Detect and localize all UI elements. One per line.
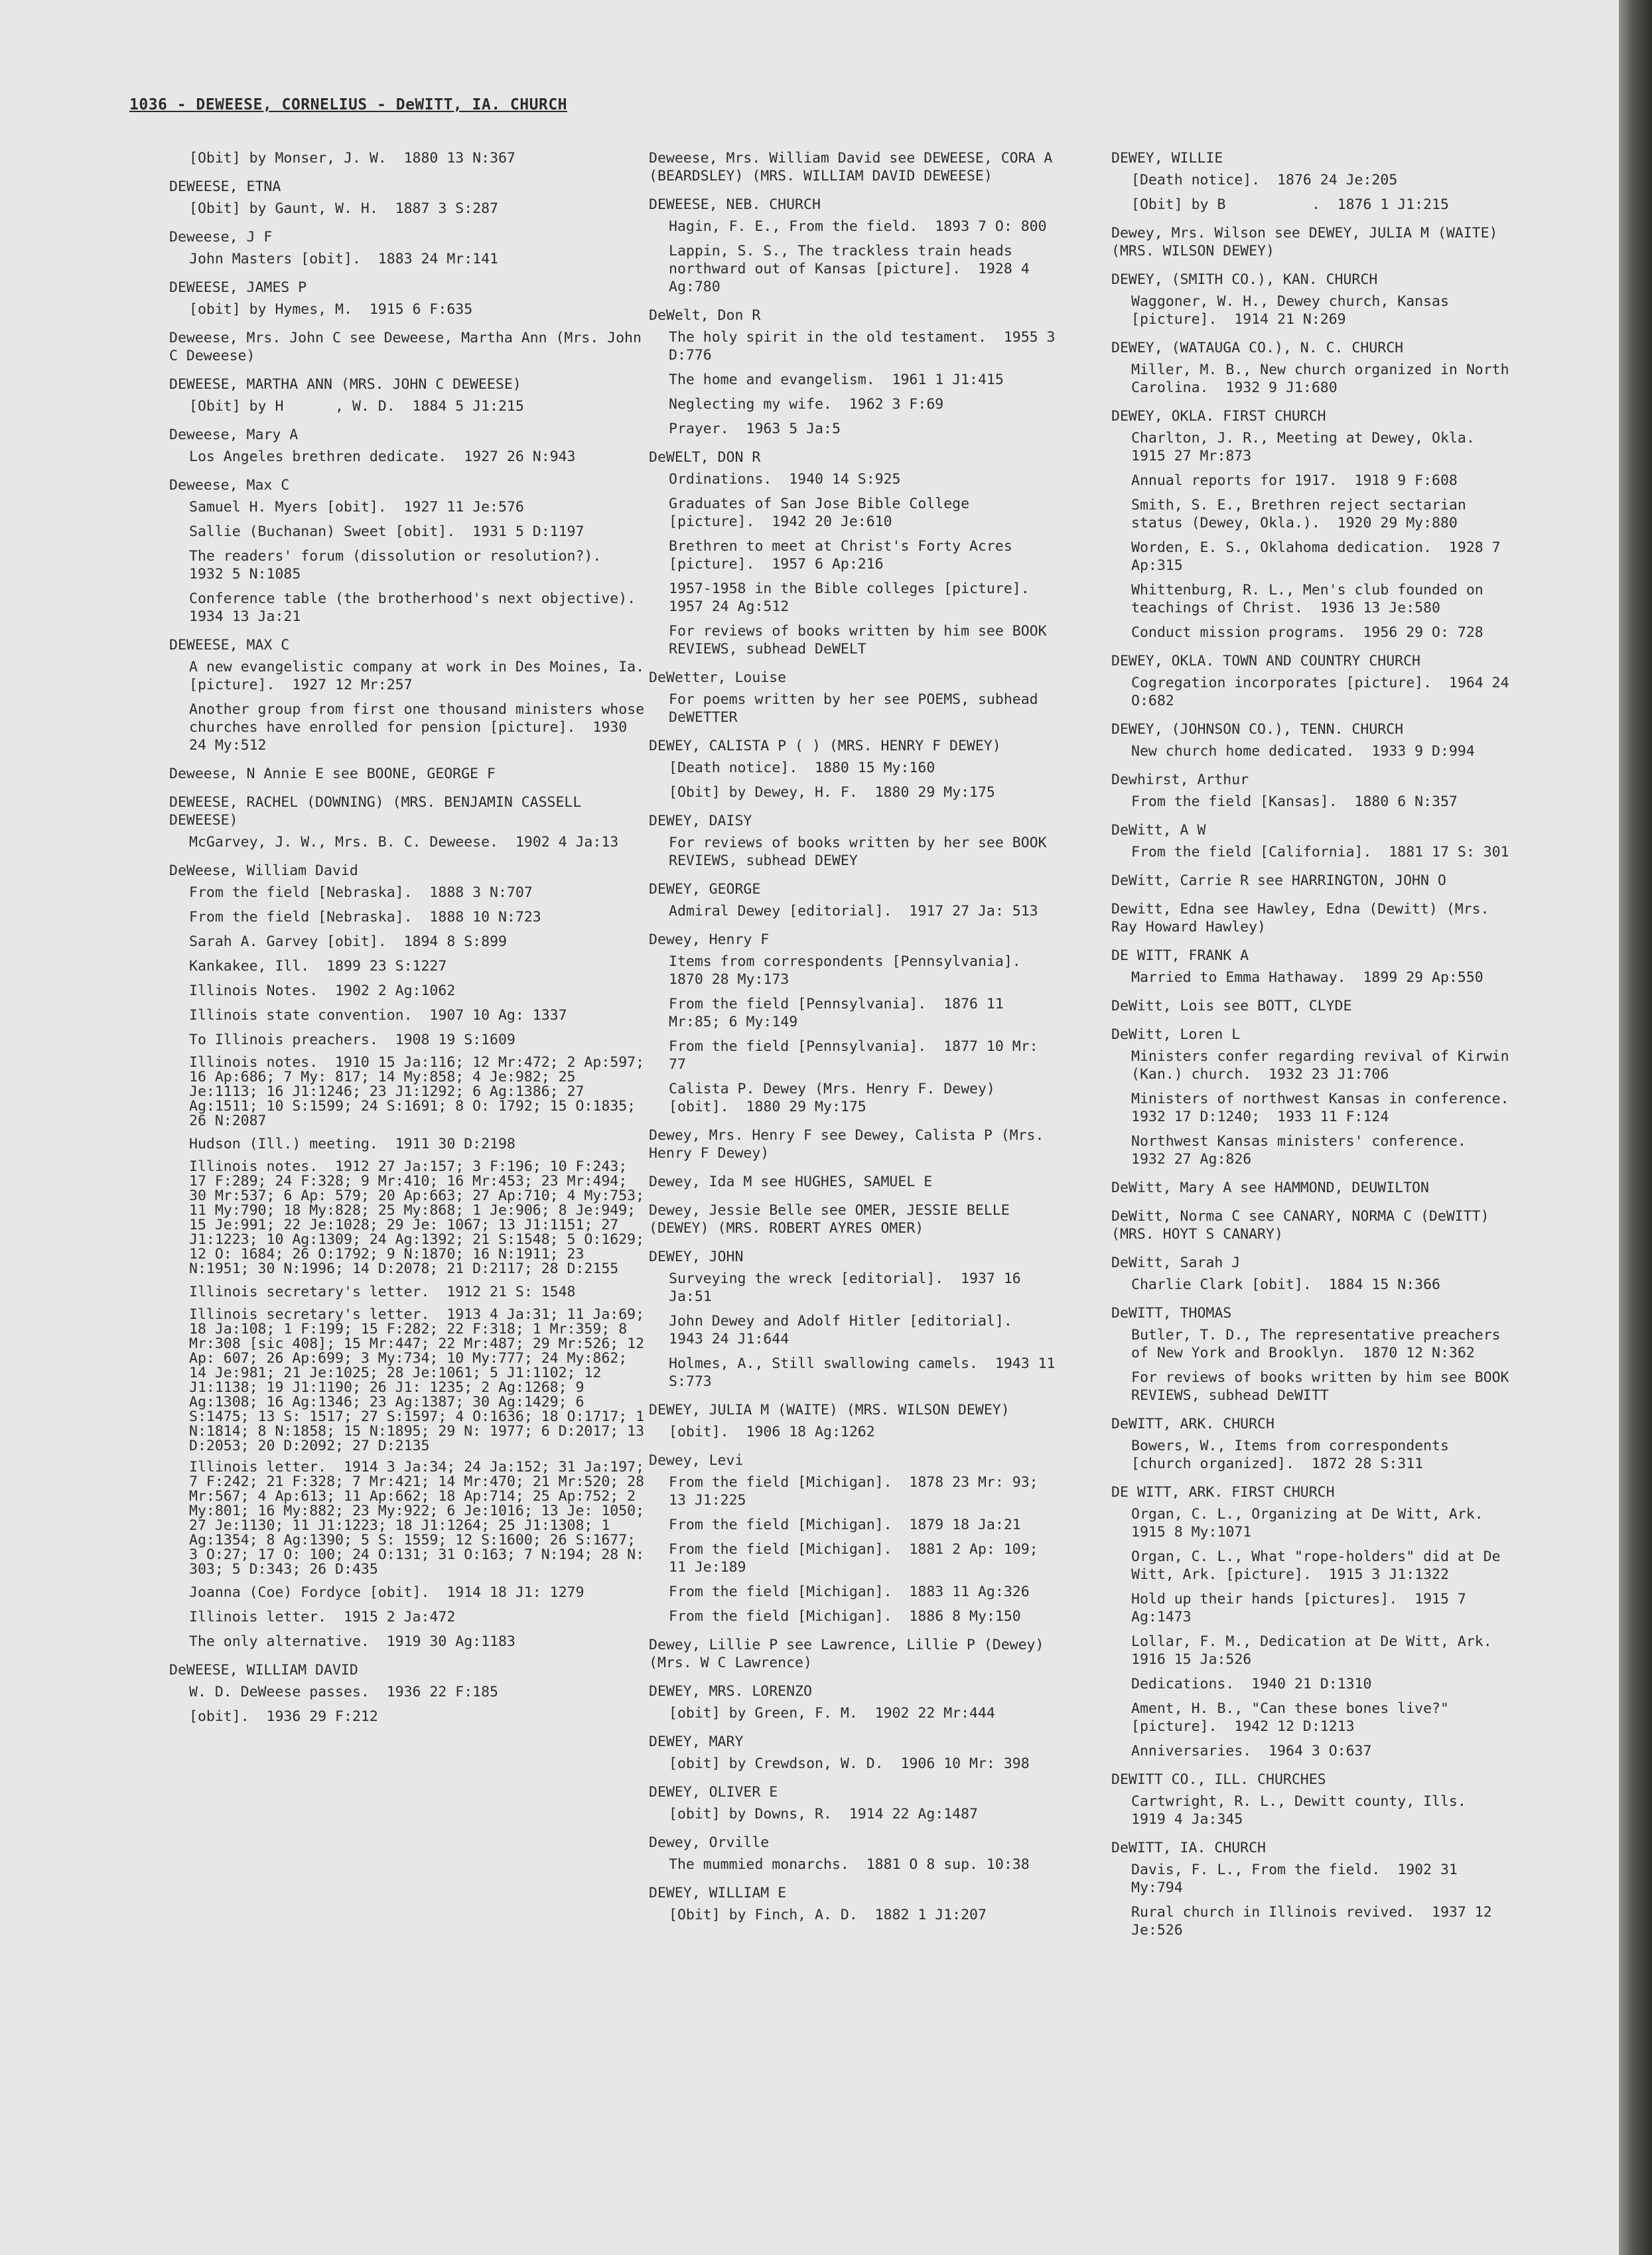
entry-reference: Illinois state convention. 1907 10 Ag: 1337 <box>189 1007 567 1024</box>
entry-reference: From the field [Michigan]. 1886 8 My:150 <box>669 1608 1021 1625</box>
index-entry <box>169 228 647 268</box>
index-entry <box>169 476 653 626</box>
index-entry <box>1111 821 1516 861</box>
page-edge <box>1619 0 1652 2255</box>
entry-reference: McGarvey, J. W., Mrs. B. C. Deweese. 1902 4 Ja:13 <box>189 834 619 851</box>
entry-heading: Deweese, Mrs. John C see Deweese, Martha Ann (Mrs. John C Deweese) <box>169 330 642 364</box>
entry-heading: DeWELT, DON R <box>649 449 761 466</box>
column-3 <box>1111 149 1527 1950</box>
index-entry <box>649 1201 1060 1237</box>
entry-heading: Dewey, Mrs. Wilson see DEWEY, JULIA M (WAITE) (MRS. WILSON DEWEY) <box>1111 225 1498 259</box>
entry-heading: DEWEY, (WATAUGA CO.), N. C. CHURCH <box>1111 340 1404 356</box>
entry-heading: DEWEY, OKLA. FIRST CHURCH <box>1111 408 1326 425</box>
entry-heading: Dewey, Orville <box>649 1834 770 1851</box>
entry-reference: From the field [California]. 1881 17 S: 301 <box>1131 844 1509 860</box>
index-entry <box>169 149 647 167</box>
entry-reference: Samuel H. Myers [obit]. 1927 11 Je:576 <box>189 499 524 515</box>
index-entry <box>1111 997 1516 1015</box>
entry-reference: For reviews of books written by him see BOOK REVIEWS, subhead DeWELT <box>669 623 1056 657</box>
entry-reference: A new evangelistic company at work in Des Moines, Ia. [picture]. 1927 12 Mr:257 <box>189 659 653 693</box>
entry-reference: Ministers of northwest Kansas in conference. 1932 17 D:1240; 1933 11 F:124 <box>1131 1091 1527 1125</box>
index-entry <box>1111 652 1516 710</box>
entry-heading: Deweese, Max C <box>169 477 290 494</box>
entry-reference: Cartwright, R. L., Dewitt county, Ills. 1919 4 Ja:345 <box>1131 1793 1483 1828</box>
entry-reference: Conduct mission programs. 1956 29 O: 728 <box>1131 624 1483 641</box>
entry-heading: DeWitt, Loren L <box>1111 1026 1241 1043</box>
entry-reference: Bowers, W., Items from correspondents [church organized]. 1872 28 S:311 <box>1131 1438 1458 1472</box>
entry-reference: Davis, F. L., From the field. 1902 31 My:794 <box>1131 1862 1466 1896</box>
index-entry <box>1111 271 1516 328</box>
entry-heading: DeWitt, Carrie R see HARRINGTON, JOHN O <box>1111 872 1446 889</box>
entry-heading: DEWITT CO., ILL. CHURCHES <box>1111 1771 1326 1788</box>
entry-reference: Married to Emma Hathaway. 1899 29 Ap:550 <box>1131 969 1483 986</box>
entry-heading: Deweese, Mary A <box>169 427 299 443</box>
entry-reference: Lappin, S. S., The trackless train heads northward out of Kansas [picture]. 1928 4 Ag:780 <box>669 243 1038 295</box>
entry-heading: DeWitt, Norma C see CANARY, NORMA C (DeWITT) (MRS. HOYT S CANARY) <box>1111 1208 1489 1243</box>
index-entry <box>1111 872 1516 890</box>
entry-heading: DE WITT, ARK. FIRST CHURCH <box>1111 1484 1335 1501</box>
entry-reference: From the field [Pennsylvania]. 1876 11 Mr:85; 6 My:149 <box>669 996 1012 1030</box>
entry-heading: DEWEY, (JOHNSON CO.), TENN. CHURCH <box>1111 721 1404 738</box>
index-entry <box>1111 1026 1527 1168</box>
entry-reference: From the field [Kansas]. 1880 6 N:357 <box>1131 793 1458 810</box>
entry-heading: DeWITT, IA. CHURCH <box>1111 1840 1266 1856</box>
entry-reference: [obit] by Green, F. M. 1902 22 Mr:444 <box>669 1705 995 1722</box>
entry-reference: Miller, M. B., New church organized in North Carolina. 1932 9 J1:680 <box>1131 362 1518 396</box>
entry-reference: Anniversaries. 1964 3 O:637 <box>1131 1743 1372 1759</box>
entry-reference: The mummied monarchs. 1881 O 8 sup. 10:38 <box>669 1856 1030 1873</box>
index-entry <box>169 178 647 218</box>
column-1 <box>169 149 653 1736</box>
entry-heading: DEWEESE, ETNA <box>169 178 281 195</box>
index-entry <box>1111 900 1516 936</box>
entry-reference: Illinois notes. 1910 15 Ja:116; 12 Mr:472; 2 Ap:597; 16 Ap:686; 7 My: 817; 14 My:858; 4 Je:982; 25 Je:1113; 16 J1:1246; 23 J1:1292; 6 Ag:1386; 27 Ag:1511; 10 S:1599; 24 S:1691; 8 O: 1792; 15 O:1835; 26 N:2087 <box>189 1054 653 1129</box>
entry-reference: Rural church in Illinois revived. 1937 12 Je:526 <box>1131 1904 1501 1939</box>
entry-reference: Dedications. 1940 21 D:1310 <box>1131 1676 1372 1692</box>
index-entry <box>649 307 1064 438</box>
entry-reference: Brethren to meet at Christ's Forty Acres [picture]. 1957 6 Ap:216 <box>669 538 1021 573</box>
index-entry <box>649 1783 1060 1823</box>
entry-reference: The only alternative. 1919 30 Ag:1183 <box>189 1633 516 1650</box>
entry-heading: DEWEY, (SMITH CO.), KAN. CHURCH <box>1111 271 1378 288</box>
entry-heading: DeWetter, Louise <box>649 669 787 686</box>
index-entry <box>169 426 647 466</box>
entry-heading: DEWEESE, RACHEL (DOWNING) (MRS. BENJAMIN CASSELL DEWEESE) <box>169 794 582 829</box>
entry-reference: To Illinois preachers. 1908 19 S:1609 <box>189 1032 516 1048</box>
entry-reference: Sarah A. Garvey [obit]. 1894 8 S:899 <box>189 933 507 950</box>
index-entry <box>169 765 647 783</box>
entry-reference: The holy spirit in the old testament. 1955 3 D:776 <box>669 329 1064 364</box>
entry-reference: From the field [Nebraska]. 1888 3 N:707 <box>189 884 533 901</box>
entry-heading: DeWEESE, WILLIAM DAVID <box>169 1662 358 1678</box>
entry-reference: Graduates of San Jose Bible College [picture]. 1942 20 Je:610 <box>669 496 978 530</box>
entry-heading: DeWitt, Mary A see HAMMOND, DEUWILTON <box>1111 1180 1429 1196</box>
index-entry <box>169 862 653 1651</box>
entry-reference: Illinois notes. 1912 27 Ja:157; 3 F:196; 10 F:243; 17 F:289; 24 F:328; 9 Mr:410; 16 Mr:453; 23 Mr:494; 30 Mr:537; 6 Ap: 579; 20 Ap:663; 27 Ap:710; 4 My:753; 11 My:790; 18 My:828; 25 My:868; 1 Je:906; 8 Je:949; 15 Je:991; 22 Je:1028; 29 Je: 1067; 13 J1:1151; 27 J1:1223; 10 Ag:1309; 24 Ag:1392; 21 S:1548; 5 O:1629; 12 O: 1684; 26 O:1792; 9 N:1870; 16 N:1911; 23 N:1951; 30 N:1996; 14 D:2078; 21 D:2117; 28 D:2155 <box>189 1158 653 1277</box>
entry-reference: [Death notice]. 1880 15 My:160 <box>669 760 935 776</box>
entry-heading: DEWEY, MARY <box>649 1734 744 1750</box>
entry-heading: DEWEESE, NEB. CHURCH <box>649 196 821 213</box>
entry-reference: Los Angeles brethren dedicate. 1927 26 N:943 <box>189 448 576 465</box>
entry-reference: Waggoner, W. H., Dewey church, Kansas [picture]. 1914 21 N:269 <box>1131 293 1458 328</box>
entry-heading: Dewhirst, Arthur <box>1111 772 1249 788</box>
entry-reference: Another group from first one thousand ministers whose churches have enrolled for pension [picture]. 1930 24 My:512 <box>189 701 653 754</box>
entry-reference: [Obit] by H , W. D. 1884 5 J1:215 <box>189 398 524 415</box>
entry-reference: Conference table (the brotherhood's next objective). 1934 13 Ja:21 <box>189 590 653 625</box>
index-entry <box>169 376 647 415</box>
column-2 <box>649 149 1064 1935</box>
entry-heading: Dewey, Lillie P see Lawrence, Lillie P (Dewey) (Mrs. W C Lawrence) <box>649 1637 1044 1671</box>
entry-reference: Butler, T. D., The representative preachers of New York and Brooklyn. 1870 12 N:362 <box>1131 1327 1509 1361</box>
index-entry <box>649 1173 1060 1191</box>
index-entry <box>1111 771 1516 811</box>
entry-reference: For reviews of books written by him see BOOK REVIEWS, subhead DeWITT <box>1131 1369 1518 1404</box>
index-entry <box>649 1636 1060 1672</box>
index-entry <box>1111 224 1516 260</box>
entry-reference: Worden, E. S., Oklahoma dedication. 1928 7 Ap:315 <box>1131 539 1509 574</box>
entry-heading: DEWEY, JOHN <box>649 1249 744 1265</box>
entry-reference: New church home dedicated. 1933 9 D:994 <box>1131 743 1475 760</box>
entry-reference: Joanna (Coe) Fordyce [obit]. 1914 18 J1: 1279 <box>189 1584 585 1601</box>
entry-heading: DEWEESE, JAMES P <box>169 279 307 296</box>
index-entry <box>649 669 1060 726</box>
entry-reference: [Obit] by B . 1876 1 J1:215 <box>1131 196 1449 213</box>
entry-reference: Whittenburg, R. L., Men's club founded on teachings of Christ. 1936 13 Je:580 <box>1131 582 1492 616</box>
index-entry <box>1111 339 1516 397</box>
index-entry <box>649 1452 1060 1625</box>
entry-reference: Smith, S. E., Brethren reject sectarian status (Dewey, Okla.). 1920 29 My:880 <box>1131 497 1475 531</box>
entry-reference: [Obit] by Monser, J. W. 1880 13 N:367 <box>189 150 516 167</box>
entry-reference: Charlie Clark [obit]. 1884 15 N:366 <box>1131 1276 1440 1293</box>
entry-reference: The home and evangelism. 1961 1 J1:415 <box>669 372 1004 388</box>
entry-reference: Surveying the wreck [editorial]. 1937 16 Ja:51 <box>669 1270 1030 1305</box>
entry-reference: Prayer. 1963 5 Ja:5 <box>669 421 841 437</box>
entry-heading: DEWEY, MRS. LORENZO <box>649 1683 812 1700</box>
entry-heading: Dewey, Ida M see HUGHES, SAMUEL E <box>649 1174 933 1190</box>
entry-reference: John Dewey and Adolf Hitler [editorial]. 1943 24 J1:644 <box>669 1313 1030 1347</box>
entry-heading: DeWitt, Sarah J <box>1111 1255 1241 1271</box>
index-entry <box>1111 1254 1516 1294</box>
entry-reference: Illinois Notes. 1902 2 Ag:1062 <box>189 983 456 999</box>
index-entry <box>1111 149 1516 214</box>
entry-reference: Neglecting my wife. 1962 3 F:69 <box>669 396 944 413</box>
index-entry <box>649 1733 1060 1773</box>
entry-reference: From the field [Michigan]. 1883 11 Ag:326 <box>669 1584 1030 1600</box>
entry-heading: DEWEESE, MAX C <box>169 637 290 653</box>
entry-reference: Illinois letter. 1914 3 Ja:34; 24 Ja:152; 31 Ja:197; 7 F:242; 21 F:328; 7 Mr:421; 14 Mr:470; 21 Mr:520; 28 Mr:567; 4 Ap:613; 11 Ap:662; 18 Ap:714; 25 Ap:752; 2 My:801; 16 My:882; 23 My:922; 6 Je:1016; 13 Je: 1050; 27 Je:1130; 11 J1:1223; 18 J1:1264; 25 J1:1308; 1 Ag:1354; 8 Ag:1390; 5 S: 1559; 12 S:1600; 26 S:1677; 3 O:27; 17 O: 100; 24 O:131; 31 O:163; 7 N:194; 28 N: 303; 5 D:343; 26 D:435 <box>189 1459 653 1578</box>
entry-heading: DEWEY, WILLIAM E <box>649 1885 787 1901</box>
entry-reference: Sallie (Buchanan) Sweet [obit]. 1931 5 D:1197 <box>189 523 585 540</box>
entry-reference: Admiral Dewey [editorial]. 1917 27 Ja: 513 <box>669 903 1038 920</box>
index-entry <box>649 1401 1060 1441</box>
index-entry <box>649 1884 1060 1924</box>
index-entry <box>649 1248 1064 1391</box>
entry-reference: Illinois letter. 1915 2 Ja:472 <box>189 1609 456 1625</box>
entry-heading: DeWITT, ARK. CHURCH <box>1111 1416 1274 1432</box>
entry-reference: W. D. DeWeese passes. 1936 22 F:185 <box>189 1684 498 1700</box>
entry-reference: Lollar, F. M., Dedication at De Witt, Ark. 1916 15 Ja:526 <box>1131 1633 1509 1668</box>
index-entry <box>649 1682 1060 1722</box>
index-entry <box>1111 1483 1516 1760</box>
index-entry <box>649 931 1060 1116</box>
entry-heading: Dewitt, Edna see Hawley, Edna (Dewitt) (Mrs. Ray Howard Hawley) <box>1111 901 1489 935</box>
entry-reference: Northwest Kansas ministers' conference. 1932 27 Ag:826 <box>1131 1133 1483 1168</box>
entry-heading: DEWEY, DAISY <box>649 813 752 829</box>
entry-heading: DeWeese, William David <box>169 862 358 879</box>
entry-heading: Dewey, Jessie Belle see OMER, JESSIE BELLE (DEWEY) (MRS. ROBERT AYRES OMER) <box>649 1202 1010 1237</box>
entry-reference: Kankakee, Ill. 1899 23 S:1227 <box>189 958 447 975</box>
entry-heading: DEWEY, OKLA. TOWN AND COUNTRY CHURCH <box>1111 653 1420 669</box>
index-entry <box>649 1834 1060 1874</box>
entry-reference: From the field [Pennsylvania]. 1877 10 Mr: 77 <box>669 1038 1047 1073</box>
index-entry <box>1111 1771 1516 1828</box>
entry-heading: Deweese, J F <box>169 229 273 245</box>
entry-reference: [obit] by Hymes, M. 1915 6 F:635 <box>189 301 473 318</box>
index-entry <box>1111 1415 1516 1473</box>
index-entry <box>169 793 647 851</box>
entry-reference: Items from correspondents [Pennsylvania]. 1870 28 My:173 <box>669 953 1038 988</box>
entry-reference: Hudson (Ill.) meeting. 1911 30 D:2198 <box>189 1136 516 1152</box>
entry-reference: Organ, C. L., What "rope-holders" did at De Witt, Ark. [picture]. 1915 3 J1:1322 <box>1131 1548 1509 1583</box>
entry-heading: Dewey, Henry F <box>649 931 770 948</box>
index-entry <box>169 279 647 318</box>
index-entry <box>649 149 1060 185</box>
index-entry <box>1111 407 1516 642</box>
entry-heading: DeWelt, Don R <box>649 307 761 324</box>
entry-reference: From the field [Michigan]. 1879 18 Ja:21 <box>669 1517 1021 1533</box>
index-entry <box>169 636 653 754</box>
entry-reference: Annual reports for 1917. 1918 9 F:608 <box>1131 472 1458 489</box>
entry-reference: Cogregation incorporates [picture]. 1964 24 O:682 <box>1131 675 1518 709</box>
entry-heading: DEWEY, OLIVER E <box>649 1784 778 1801</box>
entry-reference: [obit] by Downs, R. 1914 22 Ag:1487 <box>669 1806 978 1822</box>
entry-reference: Holmes, A., Still swallowing camels. 1943 11 S:773 <box>669 1355 1064 1390</box>
entry-reference: Ament, H. B., "Can these bones live?" [picture]. 1942 12 D:1213 <box>1131 1700 1458 1735</box>
entry-heading: Deweese, Mrs. William David see DEWEESE, CORA A (BEARDSLEY) (MRS. WILLIAM DAVID DEWEESE) <box>649 150 1053 184</box>
entry-heading: DEWEY, JULIA M (WAITE) (MRS. WILSON DEWEY) <box>649 1402 1010 1418</box>
index-entry <box>1111 1179 1516 1197</box>
entry-reference: From the field [Nebraska]. 1888 10 N:723 <box>189 909 541 925</box>
entry-reference: [Obit] by Gaunt, W. H. 1887 3 S:287 <box>189 200 498 217</box>
entry-reference: [obit]. 1936 29 F:212 <box>189 1708 378 1725</box>
index-entry <box>649 1127 1060 1162</box>
entry-heading: DE WITT, FRANK A <box>1111 947 1249 964</box>
index-entry <box>169 329 647 365</box>
entry-heading: DEWEY, CALISTA P ( ) (MRS. HENRY F DEWEY) <box>649 738 1001 754</box>
entry-heading: Dewey, Levi <box>649 1452 744 1469</box>
entry-heading: DeWitt, A W <box>1111 822 1206 839</box>
entry-reference: John Masters [obit]. 1883 24 Mr:141 <box>189 251 498 267</box>
index-entry <box>1111 1207 1516 1243</box>
entry-reference: Hold up their hands [pictures]. 1915 7 Ag:1473 <box>1131 1591 1475 1625</box>
entry-reference: Calista P. Dewey (Mrs. Henry F. Dewey) [obit]. 1880 29 My:175 <box>669 1081 1004 1115</box>
index-entry <box>1111 720 1516 760</box>
entry-heading: DEWEY, GEORGE <box>649 881 761 898</box>
entry-reference: For poems written by her see POEMS, subhead DeWETTER <box>669 691 1047 726</box>
entry-heading: DEWEY, WILLIE <box>1111 150 1223 167</box>
page-header: 1036 - DEWEESE, CORNELIUS - DeWITT, IA. CHURCH <box>129 96 567 113</box>
index-entry <box>649 196 1060 296</box>
index-entry <box>169 1661 647 1726</box>
index-entry <box>649 448 1060 658</box>
entry-reference: Charlton, J. R., Meeting at Dewey, Okla. 1915 27 Mr:873 <box>1131 430 1492 464</box>
entry-reference: Organ, C. L., Organizing at De Witt, Ark. 1915 8 My:1071 <box>1131 1506 1501 1540</box>
entry-reference: From the field [Michigan]. 1881 2 Ap: 109; 11 Je:189 <box>669 1541 1047 1576</box>
index-entry <box>1111 947 1516 987</box>
entry-reference: Ordinations. 1940 14 S:925 <box>669 471 901 488</box>
index-entry <box>1111 1304 1516 1404</box>
index-entry <box>649 737 1060 801</box>
entry-reference: Illinois secretary's letter. 1913 4 Ja:31; 11 Ja:69; 18 Ja:108; 1 F:199; 15 F:282; 22 F:318; 1 Mr:359; 8 Mr:308 [sic 408]; 15 Mr:447; 22 Mr:487; 29 Mr:526; 12 Ap: 607; 26 Ap:699; 3 My:734; 10 My:777; 24 My:862; 14 Je:981; 21 Je:1025; 28 Je:1061; 5 J1:1102; 12 J1:1138; 19 J1:1190; 26 J1: 1235; 2 Ag:1268; 9 Ag:1308; 16 Ag:1346; 23 Ag:1387; 30 Ag:1429; 6 S:1475; 13 S: 1517; 27 S:1597; 4 O:1636; 18 O:1717; 1 N:1814; 8 N:1858; 15 N:1895; 29 N: 1977; 6 D:2017; 13 D:2053; 20 D:2092; 27 D:2135 <box>189 1306 653 1454</box>
index-entry <box>649 880 1060 920</box>
entry-reference: Ministers confer regarding revival of Kirwin (Kan.) church. 1932 23 J1:706 <box>1131 1048 1518 1083</box>
entry-reference: Illinois secretary's letter. 1912 21 S: 1548 <box>189 1284 576 1300</box>
entry-reference: [obit] by Crewdson, W. D. 1906 10 Mr: 398 <box>669 1755 1030 1772</box>
entry-reference: [obit]. 1906 18 Ag:1262 <box>669 1424 875 1440</box>
entry-heading: DEWEESE, MARTHA ANN (MRS. JOHN C DEWEESE) <box>169 376 521 393</box>
entry-reference: For reviews of books written by her see BOOK REVIEWS, subhead DEWEY <box>669 835 1056 869</box>
entry-reference: Hagin, F. E., From the field. 1893 7 O: 800 <box>669 218 1047 235</box>
entry-reference: The readers' forum (dissolution or resolution?). 1932 5 N:1085 <box>189 548 619 582</box>
entry-reference: [Obit] by Dewey, H. F. 1880 29 My:175 <box>669 784 995 801</box>
entry-heading: DeWitt, Lois see BOTT, CLYDE <box>1111 998 1352 1014</box>
entry-heading: Dewey, Mrs. Henry F see Dewey, Calista P (Mrs. Henry F Dewey) <box>649 1127 1044 1162</box>
entry-reference: From the field [Michigan]. 1878 23 Mr: 93; 13 J1:225 <box>669 1474 1047 1509</box>
entry-reference: [Death notice]. 1876 24 Je:205 <box>1131 172 1398 188</box>
entry-reference: 1957-1958 in the Bible colleges [picture]. 1957 24 Ag:512 <box>669 581 1047 615</box>
index-entry <box>649 812 1060 870</box>
entry-heading: Deweese, N Annie E see BOONE, GEORGE F <box>169 766 496 782</box>
entry-heading: DeWITT, THOMAS <box>1111 1305 1232 1322</box>
entry-reference: [Obit] by Finch, A. D. 1882 1 J1:207 <box>669 1907 987 1923</box>
index-entry <box>1111 1839 1516 1939</box>
